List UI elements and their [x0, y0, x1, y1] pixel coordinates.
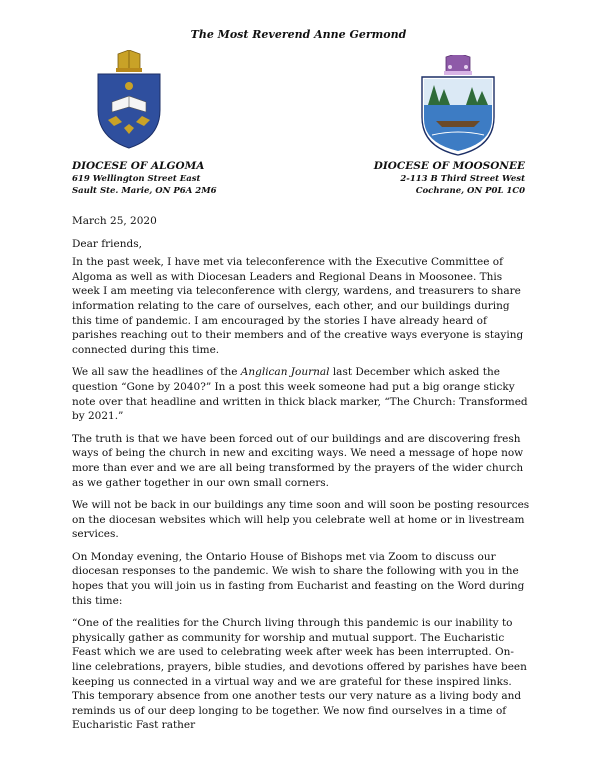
- paragraph-4: We will not be back in our buildings any time soon and will soon be posting resources on the diocesan websites which will help you celebrate well at home or in livestream services.: [72, 499, 530, 541]
- letter-title: The Most Reverend Anne Germond: [190, 28, 407, 41]
- moosonee-address-line2: Cochrane, ON P0L 1C0: [415, 186, 525, 196]
- anglican-journal-title: Anglican Journal: [240, 366, 330, 379]
- paragraph-2-start: We all saw the headlines of the: [72, 366, 241, 379]
- letter-salutation: Dear friends,: [72, 237, 142, 250]
- algoma-address-line1: 619 Wellington Street East: [72, 174, 201, 184]
- moosonee-diocese-block: [295, 160, 525, 197]
- algoma-crest-icon: [94, 50, 164, 150]
- paragraph-2: [72, 365, 532, 423]
- paragraph-6: “One of the realities for the Church living through this pandemic is our inability to physically gather as community for worship and mutual support. The Eucharistic Feast which we are used to celebrating week after week has been interrupted. On-line celebrations, prayers, bible studies, and devotions offered by parishes have been keeping us connected in a virtual way and we are grateful for these inspired links. This temporary absence from one another tests our very nature as a living body and reminds us of our deep longing to be together. We now find ourselves in a time of Eucharistic Fast rather: [72, 617, 527, 732]
- moosonee-diocese-name: DIOCESE OF MOOSONEE: [373, 160, 525, 172]
- algoma-diocese-name: DIOCESE OF ALGOMA: [72, 160, 205, 172]
- paragraph-2-end: last December which asked the question “Gone by 2040?” In a post this week someone had put a big orange sticky note over that headline and written in thick black marker, “The Church: Transformed by 2021.”: [72, 366, 528, 423]
- algoma-address-line2: Sault Ste. Marie, ON P6A 2M6: [72, 186, 217, 196]
- paragraph-1: In the past week, I have met via teleconference with the Executive Committee of Algoma as well as with Diocesan Leaders and Regional Deans in Moosonee. This week I am meeting via teleconference with clergy, wardens, and treasurers to share information relating to the care of ourselves, each other, and our buildings during this time of pandemic. I am encouraged by the stories I have already heard of parishes reaching out to their members and of the creative ways everyone is staying connected during this time.: [72, 256, 524, 356]
- paragraph-5: On Monday evening, the Ontario House of Bishops met via Zoom to discuss our diocesan responses to the pandemic. We wish to share the following with you in the hopes that you will join us in fasting from Eucharist and feasting on the Word during this time:: [72, 550, 525, 607]
- moosonee-crest-icon: [418, 55, 498, 157]
- paragraph-3: The truth is that we have been forced out of our buildings and are discovering fresh ways of being the church in new and exciting ways. We need a message of hope now more than ever and we are all being transformed by the prayers of the wider church as we gather together in our own small corners.: [72, 432, 524, 489]
- moosonee-address-line1: 2-113 B Third Street West: [400, 174, 525, 184]
- letter-body: [72, 214, 532, 741]
- algoma-diocese-block: [72, 160, 302, 197]
- letter-date: March 25, 2020: [72, 215, 157, 227]
